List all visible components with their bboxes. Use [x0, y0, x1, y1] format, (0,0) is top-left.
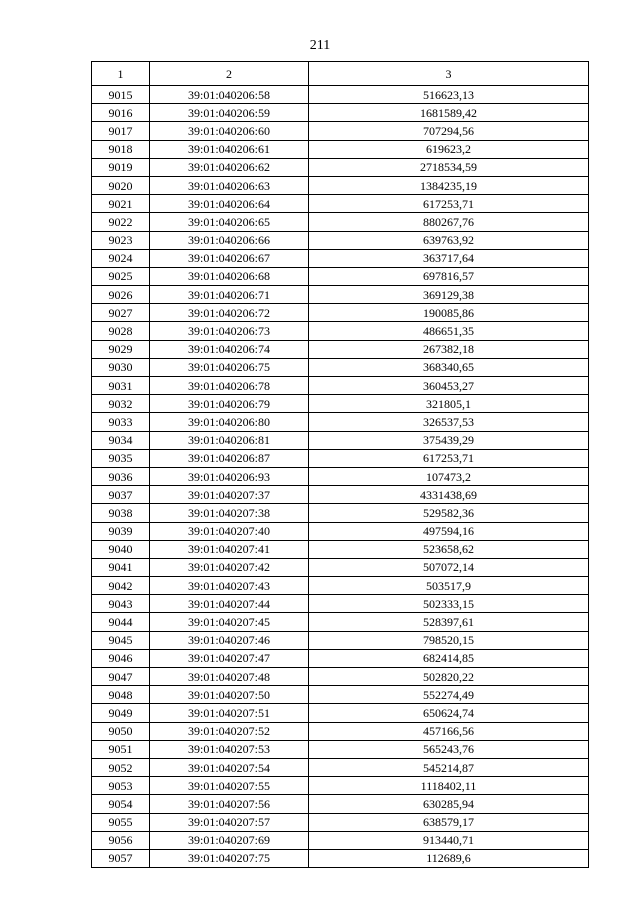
- table-row: [92, 395, 589, 413]
- row-number-cell: 9015: [92, 86, 150, 104]
- cadastral-value-cell: 565243,76: [309, 740, 589, 758]
- table-row: [92, 231, 589, 249]
- row-number-cell: 9046: [92, 649, 150, 667]
- cadastral-value-cell: 497594,16: [309, 522, 589, 540]
- table-row: [92, 704, 589, 722]
- table-header: [92, 62, 589, 86]
- cadastral-value-cell: 880267,76: [309, 213, 589, 231]
- table-row: [92, 104, 589, 122]
- row-number-cell: 9036: [92, 467, 150, 485]
- row-number-cell: 9050: [92, 722, 150, 740]
- table-row: [92, 158, 589, 176]
- cadastral-value-cell: 486651,35: [309, 322, 589, 340]
- cadastral-value-cell: 697816,57: [309, 267, 589, 285]
- table-row: [92, 649, 589, 667]
- column-header-1: 1: [92, 62, 150, 86]
- row-number-cell: 9035: [92, 449, 150, 467]
- table-row: [92, 540, 589, 558]
- row-number-cell: 9055: [92, 813, 150, 831]
- row-number-cell: 9044: [92, 613, 150, 631]
- cadastral-value-cell: 798520,15: [309, 631, 589, 649]
- cadastral-number-cell: 39:01:040207:56: [150, 795, 309, 813]
- cadastral-value-cell: 375439,29: [309, 431, 589, 449]
- row-number-cell: 9054: [92, 795, 150, 813]
- cadastral-value-cell: 619623,2: [309, 140, 589, 158]
- cadastral-number-cell: 39:01:040207:44: [150, 595, 309, 613]
- row-number-cell: 9049: [92, 704, 150, 722]
- cadastral-number-cell: 39:01:040207:45: [150, 613, 309, 631]
- cadastral-number-cell: 39:01:040207:75: [150, 849, 309, 867]
- table-row: [92, 304, 589, 322]
- cadastral-value-cell: 369129,38: [309, 286, 589, 304]
- cadastral-value-cell: 360453,27: [309, 377, 589, 395]
- table-row: [92, 449, 589, 467]
- table-row: [92, 849, 589, 867]
- cadastral-number-cell: 39:01:040207:42: [150, 558, 309, 576]
- cadastral-value-cell: 617253,71: [309, 449, 589, 467]
- table-row: [92, 195, 589, 213]
- cadastral-number-cell: 39:01:040207:54: [150, 758, 309, 776]
- cadastral-number-cell: 39:01:040206:61: [150, 140, 309, 158]
- cadastral-value-cell: 529582,36: [309, 504, 589, 522]
- row-number-cell: 9040: [92, 540, 150, 558]
- table-row: [92, 267, 589, 285]
- table-row: [92, 613, 589, 631]
- cadastral-value-cell: 650624,74: [309, 704, 589, 722]
- cadastral-value-cell: 502820,22: [309, 668, 589, 686]
- cadastral-value-cell: 107473,2: [309, 467, 589, 485]
- cadastral-number-cell: 39:01:040207:40: [150, 522, 309, 540]
- cadastral-number-cell: 39:01:040206:75: [150, 358, 309, 376]
- table-row: [92, 377, 589, 395]
- row-number-cell: 9031: [92, 377, 150, 395]
- cadastral-number-cell: 39:01:040207:51: [150, 704, 309, 722]
- row-number-cell: 9017: [92, 122, 150, 140]
- table-row: [92, 140, 589, 158]
- row-number-cell: 9029: [92, 340, 150, 358]
- table-row: [92, 122, 589, 140]
- row-number-cell: 9026: [92, 286, 150, 304]
- table-row: [92, 213, 589, 231]
- table-row: [92, 831, 589, 849]
- row-number-cell: 9018: [92, 140, 150, 158]
- cadastral-value-table: [91, 61, 589, 868]
- cadastral-value-cell: 552274,49: [309, 686, 589, 704]
- cadastral-value-cell: 321805,1: [309, 395, 589, 413]
- table-row: [92, 631, 589, 649]
- table-row: [92, 522, 589, 540]
- row-number-cell: 9027: [92, 304, 150, 322]
- table-row: [92, 249, 589, 267]
- cadastral-number-cell: 39:01:040206:93: [150, 467, 309, 485]
- cadastral-number-cell: 39:01:040207:37: [150, 486, 309, 504]
- table-row: [92, 813, 589, 831]
- row-number-cell: 9041: [92, 558, 150, 576]
- cadastral-value-cell: 707294,56: [309, 122, 589, 140]
- table-row: [92, 486, 589, 504]
- cadastral-value-cell: 1118402,11: [309, 777, 589, 795]
- row-number-cell: 9016: [92, 104, 150, 122]
- row-number-cell: 9057: [92, 849, 150, 867]
- table-row: [92, 340, 589, 358]
- table-row: [92, 467, 589, 485]
- cadastral-number-cell: 39:01:040207:47: [150, 649, 309, 667]
- row-number-cell: 9045: [92, 631, 150, 649]
- cadastral-number-cell: 39:01:040207:46: [150, 631, 309, 649]
- cadastral-number-cell: 39:01:040207:48: [150, 668, 309, 686]
- cadastral-value-cell: 1384235,19: [309, 176, 589, 194]
- cadastral-value-cell: 639763,92: [309, 231, 589, 249]
- table-row: [92, 358, 589, 376]
- cadastral-number-cell: 39:01:040207:50: [150, 686, 309, 704]
- cadastral-value-cell: 502333,15: [309, 595, 589, 613]
- row-number-cell: 9019: [92, 158, 150, 176]
- cadastral-number-cell: 39:01:040207:52: [150, 722, 309, 740]
- cadastral-value-cell: 1681589,42: [309, 104, 589, 122]
- row-number-cell: 9022: [92, 213, 150, 231]
- table-row: [92, 431, 589, 449]
- cadastral-value-cell: 363717,64: [309, 249, 589, 267]
- row-number-cell: 9052: [92, 758, 150, 776]
- row-number-cell: 9024: [92, 249, 150, 267]
- column-header-3: 3: [309, 62, 589, 86]
- row-number-cell: 9051: [92, 740, 150, 758]
- row-number-cell: 9047: [92, 668, 150, 686]
- cadastral-number-cell: 39:01:040206:58: [150, 86, 309, 104]
- cadastral-value-cell: 2718534,59: [309, 158, 589, 176]
- table-row: [92, 595, 589, 613]
- cadastral-value-cell: 682414,85: [309, 649, 589, 667]
- cadastral-number-cell: 39:01:040206:62: [150, 158, 309, 176]
- table-row: [92, 286, 589, 304]
- table-row: [92, 686, 589, 704]
- row-number-cell: 9039: [92, 522, 150, 540]
- cadastral-number-cell: 39:01:040207:41: [150, 540, 309, 558]
- cadastral-value-cell: 4331438,69: [309, 486, 589, 504]
- table-row: [92, 577, 589, 595]
- table-row: [92, 668, 589, 686]
- row-number-cell: 9043: [92, 595, 150, 613]
- cadastral-value-cell: 190085,86: [309, 304, 589, 322]
- cadastral-value-cell: 913440,71: [309, 831, 589, 849]
- page-number: 211: [309, 38, 331, 53]
- cadastral-number-cell: 39:01:040206:81: [150, 431, 309, 449]
- cadastral-number-cell: 39:01:040207:57: [150, 813, 309, 831]
- cadastral-value-cell: 523658,62: [309, 540, 589, 558]
- cadastral-number-cell: 39:01:040206:73: [150, 322, 309, 340]
- cadastral-number-cell: 39:01:040207:55: [150, 777, 309, 795]
- cadastral-number-cell: 39:01:040206:87: [150, 449, 309, 467]
- cadastral-number-cell: 39:01:040206:74: [150, 340, 309, 358]
- cadastral-number-cell: 39:01:040207:38: [150, 504, 309, 522]
- cadastral-number-cell: 39:01:040206:71: [150, 286, 309, 304]
- cadastral-number-cell: 39:01:040206:64: [150, 195, 309, 213]
- cadastral-value-cell: 516623,13: [309, 86, 589, 104]
- cadastral-value-cell: 368340,65: [309, 358, 589, 376]
- table-row: [92, 86, 589, 104]
- table-row: [92, 413, 589, 431]
- cadastral-value-cell: 545214,87: [309, 758, 589, 776]
- table-body: [92, 86, 589, 868]
- cadastral-value-cell: 326537,53: [309, 413, 589, 431]
- row-number-cell: 9042: [92, 577, 150, 595]
- cadastral-value-cell: 267382,18: [309, 340, 589, 358]
- table-row: [92, 322, 589, 340]
- table-row: [92, 176, 589, 194]
- table-row: [92, 740, 589, 758]
- cadastral-number-cell: 39:01:040207:43: [150, 577, 309, 595]
- cadastral-number-cell: 39:01:040206:60: [150, 122, 309, 140]
- cadastral-number-cell: 39:01:040206:63: [150, 176, 309, 194]
- row-number-cell: 9032: [92, 395, 150, 413]
- cadastral-value-cell: 457166,56: [309, 722, 589, 740]
- row-number-cell: 9038: [92, 504, 150, 522]
- cadastral-number-cell: 39:01:040206:78: [150, 377, 309, 395]
- column-header-2: 2: [150, 62, 309, 86]
- row-number-cell: 9034: [92, 431, 150, 449]
- row-number-cell: 9037: [92, 486, 150, 504]
- cadastral-value-cell: 630285,94: [309, 795, 589, 813]
- row-number-cell: 9020: [92, 176, 150, 194]
- cadastral-number-cell: 39:01:040206:66: [150, 231, 309, 249]
- cadastral-value-cell: 617253,71: [309, 195, 589, 213]
- cadastral-number-cell: 39:01:040206:72: [150, 304, 309, 322]
- cadastral-number-cell: 39:01:040206:59: [150, 104, 309, 122]
- row-number-cell: 9033: [92, 413, 150, 431]
- table-row: [92, 758, 589, 776]
- row-number-cell: 9048: [92, 686, 150, 704]
- cadastral-number-cell: 39:01:040207:53: [150, 740, 309, 758]
- cadastral-value-cell: 528397,61: [309, 613, 589, 631]
- row-number-cell: 9025: [92, 267, 150, 285]
- table-header-row: [92, 62, 589, 86]
- cadastral-number-cell: 39:01:040206:68: [150, 267, 309, 285]
- row-number-cell: 9023: [92, 231, 150, 249]
- row-number-cell: 9021: [92, 195, 150, 213]
- table-row: [92, 722, 589, 740]
- cadastral-value-cell: 638579,17: [309, 813, 589, 831]
- row-number-cell: 9056: [92, 831, 150, 849]
- cadastral-number-cell: 39:01:040206:65: [150, 213, 309, 231]
- cadastral-value-cell: 503517,9: [309, 577, 589, 595]
- cadastral-value-cell: 112689,6: [309, 849, 589, 867]
- cadastral-number-cell: 39:01:040206:80: [150, 413, 309, 431]
- row-number-cell: 9053: [92, 777, 150, 795]
- row-number-cell: 9030: [92, 358, 150, 376]
- cadastral-number-cell: 39:01:040206:67: [150, 249, 309, 267]
- cadastral-number-cell: 39:01:040206:79: [150, 395, 309, 413]
- table-row: [92, 777, 589, 795]
- table-row: [92, 504, 589, 522]
- row-number-cell: 9028: [92, 322, 150, 340]
- table-row: [92, 795, 589, 813]
- cadastral-value-cell: 507072,14: [309, 558, 589, 576]
- cadastral-number-cell: 39:01:040207:69: [150, 831, 309, 849]
- table-row: [92, 558, 589, 576]
